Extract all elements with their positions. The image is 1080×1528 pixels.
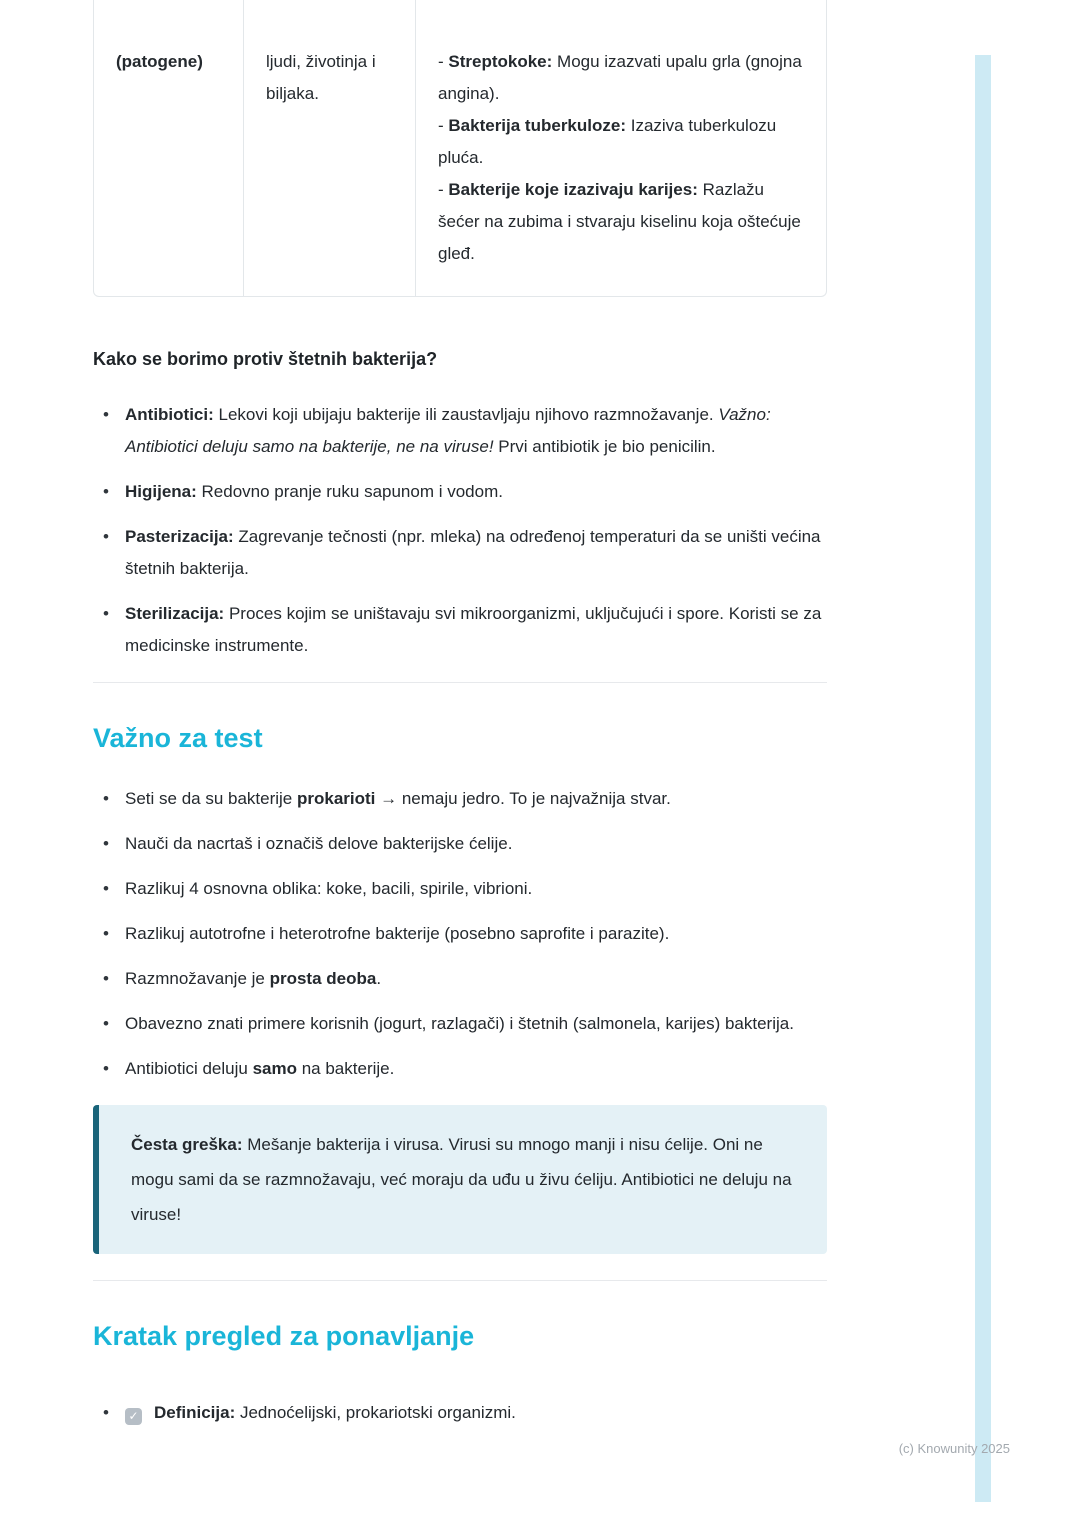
list-item: • Seti se da su bakterije prokarioti → nemaju jedro. To je najvažnija stvar. — [93, 783, 827, 815]
table-entry: - Bakterije koje izazivaju karijes: Razlažu šećer na zubima i stvaraju kiselinu koja oštećuje gleđ. — [438, 180, 801, 263]
table-entry: - Streptokoke: Mogu izazvati upalu grla (gnojna angina). — [438, 52, 802, 103]
table-cell-text: ljudi, životinja i biljaka. — [266, 52, 376, 103]
list-item: • Antibiotici deluju samo na bakterije. — [93, 1053, 827, 1085]
table-cell-pathogenic — [94, 0, 243, 296]
table-cell-examples — [415, 0, 826, 296]
checkbox-checked[interactable] — [125, 1408, 142, 1425]
review-list — [93, 1397, 827, 1429]
callout-text: Mešanje bakterija i virusa. Virusi su mnogo manji i nisu ćelije. Oni ne mogu sami da se razmnožavaju, već moraju da uđu u živu ćeliju. Antibiotici ne deluju na viruse! — [131, 1135, 792, 1224]
table-cell-label: (patogene) — [116, 52, 203, 71]
divider — [93, 1280, 827, 1281]
copyright-footer: (c) Knowunity 2025 — [898, 1441, 1010, 1456]
divider — [93, 682, 827, 683]
list-item: • Razlikuj autotrofne i heterotrofne bakterije (posebno saprofite i parazite). — [93, 918, 827, 950]
document-content — [93, 0, 827, 1429]
section-heading-review: Kratak pregled za ponavljanje — [93, 1321, 475, 1351]
list-item: • Higijena: Redovno pranje ruku sapunom i vodom. — [93, 476, 827, 508]
review-item: • ✓ Definicija: Jednoćelijski, prokariotski organizmi. — [93, 1397, 827, 1429]
page-edge-stripe — [975, 55, 991, 1502]
section-heading-test: Važno za test — [93, 723, 263, 753]
fight-list — [93, 399, 827, 662]
callout-label: Česta greška: — [131, 1135, 243, 1154]
list-item: • Obavezno znati primere korisnih (jogurt, razlagači) i štetnih (salmonela, karijes) bakterija. — [93, 1008, 827, 1040]
section-heading-fight: Kako se borimo protiv štetnih bakterija? — [93, 349, 438, 369]
list-item: • Razmnožavanje je prosta deoba. — [93, 963, 827, 995]
callout-common-mistake — [93, 1105, 827, 1254]
test-list — [93, 783, 827, 1085]
table-entry: - Bakterija tuberkuloze: Izaziva tuberkulozu pluća. — [438, 116, 777, 167]
list-item: • Sterilizacija: Proces kojim se uništavaju svi mikroorganizmi, uključujući i spore. Koristi se za medicinske instrumente. — [93, 598, 827, 662]
list-item: • Pasterizacija: Zagrevanje tečnosti (npr. mleka) na određenoj temperaturi da se uništi većina štetnih bakterija. — [93, 521, 827, 585]
bacteria-table — [93, 0, 827, 297]
checkmark-icon: ✓ — [128, 1409, 139, 1423]
list-item: • Razlikuj 4 osnovna oblika: koke, bacili, spirile, vibrioni. — [93, 873, 827, 905]
list-item: • Nauči da nacrtaš i označiš delove bakterijske ćelije. — [93, 828, 827, 860]
table-cell-hosts — [243, 0, 415, 296]
list-item: • Antibiotici: Lekovi koji ubijaju bakterije ili zaustavljaju njihovo razmnožavanje. Važno: Antibiotici deluju samo na bakterije, ne na viruse! Prvi antibiotik je bio penicilin. — [93, 399, 827, 463]
